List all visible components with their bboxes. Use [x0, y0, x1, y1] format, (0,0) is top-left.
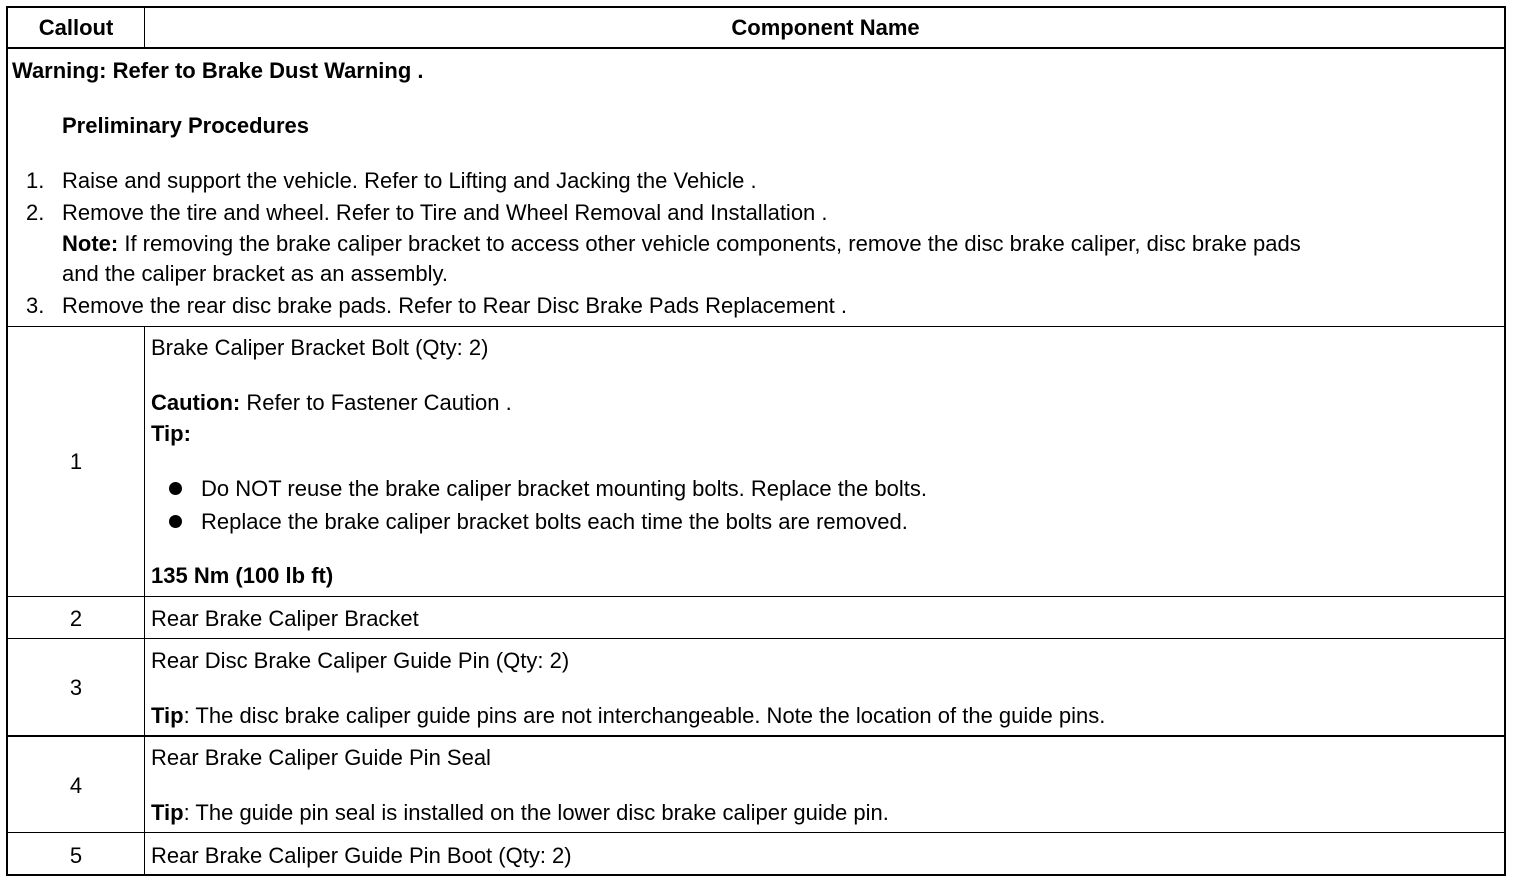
tip-label: Tip:	[151, 421, 191, 446]
note-line	[62, 231, 1301, 257]
tip-label: Tip	[151, 703, 184, 728]
bullet-icon	[169, 482, 182, 495]
step-text: Remove the tire and wheel. Refer to Tire and Wheel Removal and Installation .	[62, 200, 828, 225]
component-name: Rear Disc Brake Caliper Guide Pin (Qty: 2)	[151, 648, 570, 673]
component-name: Rear Brake Caliper Bracket	[151, 606, 419, 631]
tip-line	[151, 703, 1105, 729]
torque-spec: 135 Nm (100 lb ft)	[151, 563, 334, 588]
row-divider	[6, 326, 1506, 327]
tip-text: : The disc brake caliper guide pins are not interchangeable. Note the location of the guide pins.	[183, 703, 1106, 728]
callout-number: 5	[69, 843, 83, 868]
component-name: Rear Brake Caliper Guide Pin Boot (Qty: 2)	[151, 843, 572, 868]
note-text: If removing the brake caliper bracket to access other vehicle components, remove the disc brake caliper, disc brake pads	[124, 231, 1301, 256]
warning-label: Warning:	[12, 58, 107, 83]
component-name: Rear Brake Caliper Guide Pin Seal	[151, 745, 491, 770]
header-divider	[6, 47, 1506, 49]
bullet-icon	[169, 515, 182, 528]
column-divider	[144, 326, 145, 874]
warning-text: Refer to Brake Dust Warning .	[112, 58, 424, 83]
row-divider	[6, 832, 1506, 833]
step-number: 1.	[26, 168, 45, 193]
preliminary-title: Preliminary Procedures	[62, 113, 310, 138]
caution-line	[151, 390, 512, 416]
row-divider	[6, 638, 1506, 639]
tip-line	[151, 800, 889, 826]
caution-text: Refer to Fastener Caution .	[246, 390, 512, 415]
warning-line	[12, 58, 424, 84]
step-number: 2.	[26, 200, 45, 225]
note-line-continued: and the caliper bracket as an assembly.	[62, 261, 449, 286]
callout-column-header: Callout	[38, 15, 114, 40]
callout-number: 1	[69, 449, 83, 474]
tip-text: : The guide pin seal is installed on the lower disc brake caliper guide pin.	[183, 800, 889, 825]
step-number: 3.	[26, 293, 45, 318]
step-text: Raise and support the vehicle. Refer to Lifting and Jacking the Vehicle .	[62, 168, 757, 193]
step-text: Remove the rear disc brake pads. Refer to Rear Disc Brake Pads Replacement .	[62, 293, 848, 318]
callout-number: 3	[69, 675, 83, 700]
tip-label: Tip	[151, 800, 184, 825]
callout-number: 2	[69, 606, 83, 631]
note-label: Note:	[62, 231, 119, 256]
bullet-text: Do NOT reuse the brake caliper bracket mounting bolts. Replace the bolts.	[201, 476, 927, 501]
callout-number: 4	[69, 773, 83, 798]
component-column-header: Component Name	[731, 15, 920, 40]
row-divider	[6, 596, 1506, 597]
caution-label: Caution:	[151, 390, 241, 415]
row-divider	[6, 735, 1506, 737]
component-name: Brake Caliper Bracket Bolt (Qty: 2)	[151, 335, 489, 360]
bullet-text: Replace the brake caliper bracket bolts each time the bolts are removed.	[201, 509, 908, 534]
